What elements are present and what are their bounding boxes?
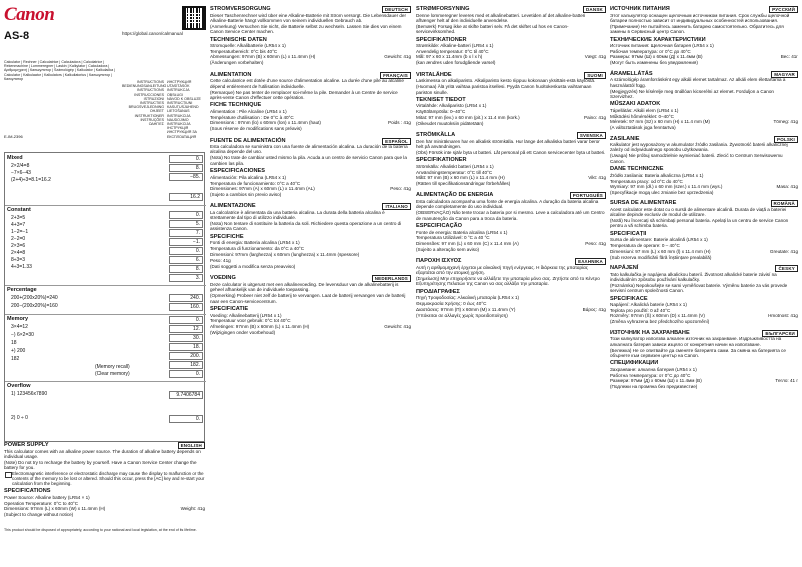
spec-heading: ESPECIFICAÇÃO (416, 223, 462, 230)
mixed-example: (2+4)÷3=8.1=16.2 (11, 177, 51, 183)
language-label: ČESKY (775, 265, 798, 272)
note-text: (Бележка) Не се опитвайте да сменяте батерията сами. За смяна на батерията се обърнете към сервизен център на Canon. (610, 347, 786, 358)
section-heading (4, 442, 205, 448)
weight: Gewicht: 41g (384, 54, 411, 60)
constant-example: 4+3=7 (11, 222, 26, 228)
overflow-example: 1) 123456x7890 (11, 391, 48, 397)
note-text: (Remarque) Ne pas tenter de remplacer soi-même la pile. Demander à un Centre de service après-vente Canon d'effectuer cette opération. (210, 89, 398, 100)
weight: Tömeg: 41g (773, 119, 798, 125)
spec-line: Dimensiones: 97mm (A) x 60mm (L) x 11.4mm (AL) (210, 185, 315, 191)
constant-example: 4÷3=1.33 (11, 264, 32, 270)
spec-heading: ТЕХНИЧЕСКИЕ ХАРАКТЕРИСТИКИ (610, 36, 706, 43)
spec-line: Temperatura di funzionamento: da 0°C a 40°C (210, 246, 305, 252)
spec-line: Afmetingen: 97mm (B) x 60mm (L) x 11.4mm (H) (210, 323, 310, 329)
manual-url[interactable]: https://global.canon/calmanual (122, 31, 183, 36)
language-label: POLSKI (774, 136, 798, 143)
display-readout: 0. (169, 316, 203, 324)
note-text: (OBSERVAÇÃO) Não tente trocar a bateria por si mesmo. Leve a calculadora até um Centro de manutenção da Canon para a troca da bateria. (416, 210, 605, 221)
spec-line: Anvendelig temperatur: 0°C til 40°C (416, 49, 489, 55)
display-readout: −85. (169, 173, 203, 181)
spec-line: Πηγή Τροφοδοσίας: Αλκαλική μπαταρία (LR54 x 1) (416, 295, 520, 301)
divider (5, 314, 206, 315)
spec-line: Sursa de alimentare: Baterie alcalină (LR54 x 1) (610, 237, 708, 243)
spec-line: (Sous réserve de modifications sans préavis) (210, 126, 302, 132)
spec-heading: SPECIFIKATIONER (416, 157, 467, 164)
percentage-example: 200+(200x20%)=240 (11, 295, 58, 301)
paragraph: Cette calculatrice est dotée d'une source d'alimentation alcaline. La durée d'une pile au alcaline dépend entièrement de l'utilisation individuelle. (210, 78, 404, 89)
constant-example: 2×3=6 (11, 243, 26, 249)
spec-line: Operation Temperature: 0°C to 40°C (4, 500, 79, 506)
constant-example: 1−2=−1 (11, 229, 29, 235)
spec-line: (Sujeto a cambios sin previo aviso) (210, 191, 282, 197)
spec-line: Dimensioni: 97mm (larghezza) x 60mm (lunghezza) x 11.4mm (spessore) (210, 252, 360, 258)
spec-line: (Oikeudet muutoksiin pidätetään) (416, 120, 484, 126)
weight: Vægt: 41g (584, 54, 606, 60)
column-4 (610, 4, 798, 390)
instructions-list-right: ИНСТРУКЦИЯ UTASÍTÁSOK INSTRUKCJA OBSŁUGI NÁVOD K OBSLUZE INSTRUCȚIUNI KASUTUSJUHEND LIETOŠANAS INSTRUKCIJA NAUDOJIMO INSTRUKCIJA ІНСТРУКЦІЯ ИНСТРУКЦИЯ ЗА ЕКСПЛОАТАЦИЯ (167, 80, 201, 139)
spec-heading: TECHNISCHE DATEN (210, 36, 267, 43)
paragraph: Този калкулатор използва алкален източник на захранване. Издръжливостта на алкалната батерия зависи изцяло от конкретния начин на използване. (610, 336, 782, 347)
constant-example: 2+3=5 (11, 215, 26, 221)
heading-text: ИСТОЧНИК ПИТАНИЯ (610, 6, 670, 12)
display-readout: 3. (169, 274, 203, 282)
note-text: (Bemærk) Forsøg ikke at skifte batteri selv. Få det skiftet ud hos en Canon-servicevirksomhed. (416, 23, 569, 35)
weight: Greutate: 41g (769, 248, 798, 254)
note-text: (Примечание) Не пытайтесь заменить батарею самостоятельно. Обратитесь для замены в Сервисный центр Canon. (610, 23, 784, 35)
spec-line: Napájení: Alkalická baterie (LR54 x 1) (610, 302, 687, 308)
language-label: ITALIANO (382, 203, 411, 210)
language-label: FRANÇAIS (380, 72, 411, 79)
spec-line: Źródło zasilania: Bateria alkaliczna (LR54 x 1) (610, 172, 704, 178)
heading-text: STROMVERSORGUNG (210, 6, 271, 12)
product-name-list: Calculator | Rechner | Calculatrice | Calculadora | Calcolatrice | Rekenmachine | Lommeregner | Laskin | Kalkylator | Calculadora | Αριθμομηχανή | Калькулятор | Számológép | Kalkulator | Kalkulačka | Calculator | Kalkulaator | Kalkulators | Kalkuliatorius | Калькулятор | Калкулятор (4, 60, 116, 81)
spec-line: Fonte de energia: Bateria alcalina (LR54 x 1) (416, 229, 508, 235)
display-readout: 9.7406784 (169, 391, 203, 399)
spec-heading: DANE TECHNICZNE (610, 166, 664, 173)
language-label: SVENSKA (577, 132, 606, 139)
paragraph: Laskimessa on alkaliparisto. Alkaliparisto kesto riippuu kokonaan yksittäis-estä käytöstä. (416, 78, 596, 84)
weight: Gewicht: 41g (384, 323, 411, 329)
spec-line: Fonti di energia: Batteria alcalina (LR54 x 1) (210, 240, 300, 246)
spec-line: (kan ændres uden forudgående varsel) (416, 60, 496, 66)
spec-line: Power Source: Alkaline battery (LR54 × 1) (4, 494, 90, 500)
spec-heading: ESPECIFICACIONES (210, 168, 266, 175)
heading-text: FUENTE DE ALIMENTACIÓN (210, 137, 286, 144)
spec-line: Размеры: 97мм (Ш) x 60мм (Д) x 11.4мм (В) (610, 54, 703, 60)
spec-line: (Подлежи на промяна без предизвестие) (610, 384, 698, 390)
divider (5, 285, 206, 286)
paragraph: Esta calculadora se suministra con una fuente de alimentación alcalina. La duración de la batería alcalina depende del uso. (210, 144, 408, 155)
display-readout: 0. (169, 247, 203, 255)
spec-line: (Änderungen vorbehalten) (210, 60, 264, 66)
spec-line: Rozměry: 97mm (Š) x 60mm (D) x 11.4mm (V) (610, 313, 705, 319)
display-readout: 8. (169, 265, 203, 273)
language-label: SUOMI (584, 72, 606, 79)
display-readout: 8. (169, 164, 203, 172)
heading-text: NAPÁJENÍ (610, 265, 639, 271)
memory-example: +) 200 (11, 348, 26, 354)
note-text: (Nota) Non tentare di sostituire la batteria da soli. Richiedere questa operazione a un centro di assistenza Canon. (210, 221, 402, 232)
spec-line: Strømkilde: Alkaline-batteri (LR54 x 1) (416, 43, 494, 49)
czech-section (610, 265, 798, 325)
paragraph: Kalkulator jest wyposażony w akumulator źródło zasilania. Żywotność baterii alkalicznej zależy od indywidualnego sposobu użytkowania. (610, 142, 788, 153)
weight: Вес: 41г (780, 54, 798, 60)
heading-text: ALIMENTAÇÃO DE ENERGIA (416, 192, 494, 199)
display-readout: 240. (169, 294, 203, 302)
note-text: (Megjegyzés) Ne kísérelje meg önállóan kicserélni az elemet. Forduljon a Canon Szervizhez. (610, 88, 774, 99)
spec-line: Température d'utilisation : De 0°C à 40°C (210, 114, 294, 120)
canon-logo: Canon (4, 4, 55, 25)
italian-section (210, 203, 411, 269)
danish-section (416, 6, 606, 66)
divider (5, 381, 206, 382)
heading-text: STRÖMKÄLLA (416, 132, 456, 139)
calculation-examples (4, 152, 205, 442)
spec-heading: SPECIFICATIE (210, 306, 249, 313)
spec-line: Virtalähde: Alkaliparisto (LR54 x 1) (416, 103, 487, 109)
clear-memory-note: (Clear memory) (95, 371, 130, 377)
spec-line: Användningstemperatur: 0°C till 40°C (416, 169, 493, 175)
dutch-section (210, 275, 411, 335)
note-text: (Poznámka) Nepokoušejte se sami vyměňovat baterie. Výměnu baterie za vás provede servisní centrum společnosti Canon. (610, 282, 788, 294)
memory-example: 182 (11, 356, 20, 362)
heading-text: VIRTALÄHDE (416, 71, 452, 78)
hungarian-section (610, 71, 798, 131)
note-text: (Huomaa) Älä yritä vaihtaa paristoa itsellesi. Pyydä Canon huoltokeskusta vaihtamaan pariston sinulle. (416, 84, 592, 95)
paragraph: Denne lommeregner leveres med et alkalinebatteri. Levetiden af det alkaline-batteri afhænger helt af den individuelle anvendelse. (416, 12, 586, 23)
heading-text: ΠΑΡΟΧΗ ΙΣΧΥΟΣ (416, 258, 462, 265)
spec-heading: TEKNISET TIEDOT (416, 96, 466, 103)
note-text: (Notă) Nu încercați să schimbați personal bateria. Apelați la un centru de service Canon pentru a vă schimba bateria. (610, 218, 789, 229)
display-readout: 6. (169, 256, 203, 264)
language-label: DANSK (583, 6, 606, 13)
spec-line: Alimentation : Pile Alcaline (LR54 x 1) (210, 108, 287, 114)
column-3 (416, 4, 606, 318)
memory-recall-note: (Memory recall) (95, 364, 130, 370)
spec-line: (Změna vyhrazena bez předchozího upozornění) (610, 319, 710, 325)
spec-line: Temperatura de operare: 0 – 40°C (610, 243, 680, 249)
spec-row (4, 506, 205, 511)
spec-line: (Rätten till specifikationsändringar förbehålles) (416, 181, 511, 187)
portuguese-section (416, 192, 606, 252)
heading-text: ИЗТОЧНИК НА ЗАХРАНВАНЕ (610, 329, 690, 336)
mixed-example: 2×2/4=8 (11, 163, 30, 169)
display-readout: 0. (169, 155, 203, 163)
weight: Vikt: 41g (588, 175, 606, 181)
heading-text: SURSA DE ALIMENTARE (610, 200, 677, 207)
spec-heading: MŰSZAKI ADATOK (610, 101, 661, 108)
polish-section (610, 136, 798, 196)
spec-heading: SPECIFIKACE (610, 295, 648, 302)
display-readout: 0. (169, 211, 203, 219)
memory-example: 18 (11, 340, 17, 346)
paragraph: La calcolatrice è alimentata da una batteria alcalina. La durata della batteria alcalina è strettamente dal tipo di utilizzo individuale. (210, 209, 385, 221)
language-label: ROMÂNĂ (771, 200, 798, 207)
paragraph: A számológép áramforrásként egy alkáli elemet tartalmaz. Az alkáli elem élettartama a használattól függ. (610, 77, 786, 88)
heading-text: ZASILANIE (610, 135, 640, 142)
instructions-list-left: INSTRUCTIONS BEDIENUNGSANLEITUNG INSTRUCTIONS INSTRUCCIONES ISTRUZIONI INSTRUCTIES BRUGSVEJLEDNING OHJEET INSTRUKTIONER INSTRUÇÕES ΟΔΗΓΙΕΣ (122, 80, 167, 127)
spec-heading: SPECIFICAȚII (610, 230, 647, 237)
constant-example: 2×4=8 (11, 250, 26, 256)
paragraph: This calculator comes with an alkaline power source. The duration of alkaline battery depends on individual usage. (4, 448, 201, 459)
spec-line: Mått: 97 mm (B) x 60 mm (L) x 11.4 mm (H) (416, 175, 505, 181)
bulgarian-section (610, 330, 798, 390)
constant-example: 8÷3=3 (11, 257, 26, 263)
spec-line: Tápellátás: Alkáli elem (LR54 x 1) (610, 107, 679, 113)
spec-line: (A változtatások joga fenntartva) (610, 125, 676, 131)
spec-heading: ΠΡΟΔΙΑΓΡΑΦΕΣ (416, 288, 460, 295)
spec-line: Temperatura de funcionamiento: 0°C a 40°C (210, 180, 301, 186)
spec-heading: СПЕЦИФИКАЦИИ (610, 360, 659, 367)
display-readout: 0. (169, 370, 203, 378)
language-label: ESPAÑOL (382, 138, 411, 145)
language-label: БЪЛГАРСКИ (762, 330, 798, 337)
spec-line: Dimensiuni: 97 mm (L) x 60 mm (l) x 11.4 mm (H) (610, 248, 711, 254)
weight: Peso: 41g (390, 185, 411, 191)
spec-line: Захранване: алкална батерия (LR54 x 1) (610, 366, 697, 372)
spec-line: Διαστάσεις: 97mm (Π) x 60mm (Μ) x 11.4mm (Υ) (416, 306, 516, 312)
heading-text: VOEDING (210, 275, 236, 282)
spec-line: Источник питания: Щелочная батарея (LR54 x 1) (610, 43, 714, 49)
spec-heading: FICHE TECHNIQUE (210, 102, 262, 109)
spec-line: Размери: 97мм (Д) x 60мм (Ш) x 11.4мм (В) (610, 378, 702, 384)
spec-line: Méretek: 97 mm (Sz) x 60 mm (H) x 11.4 mm (M) (610, 119, 710, 125)
spec-line: Рабочая температура: от 0°C до 40°C (610, 49, 691, 55)
overflow-heading: Overflow (7, 383, 31, 389)
romanian-section (610, 200, 798, 260)
paragraph: Dieser Taschenrechner wird über eine Alkaline-Batterie mit Strom versorgt. Die Lebensdauer der Alkaline-Batterie hängt vollkommen von seinem individuellen Gebrauch ab. (210, 12, 407, 23)
paragraph: Этот калькулятор оснащен щелочным источником питания. Срок службы щелочной батареи полностью зависит от индивидуальных особенностей использования. (610, 12, 790, 23)
language-label: NEDERLANDS (372, 275, 411, 282)
spanish-section (210, 138, 411, 198)
weight: Poids : 41g (388, 120, 411, 126)
spec-heading: SPECIFICHE (210, 233, 244, 240)
heading-text: ALIMENTATION (210, 71, 252, 78)
constant-heading: Constant (7, 207, 31, 213)
note-text: (Anmerkung) Versuchen Sie nicht, die Batterie selbst zu wechseln. Lassen Sie dies von einem Canon Service Center machen. (210, 23, 402, 35)
spec-line: Peso: 41g (210, 258, 231, 264)
language-label: РУССКИЙ (769, 6, 798, 13)
display-readout: 5. (169, 220, 203, 228)
spec-line: Stromquelle: Alkalibatterie (LR54 x 1) (210, 43, 286, 49)
model-name: AS-8 (4, 30, 30, 42)
spec-line: Temperaturbereich: 0°C bis 40°C (210, 49, 278, 55)
mixed-example: −7×6−43 (11, 170, 31, 176)
document-code: E-IM-2396 (4, 134, 23, 139)
spec-line: Teplota pro použití: 0 až 40°C (610, 308, 671, 314)
spec-line: Dimensions : 97mm (lo) x 60mm (lon) x 11.4mm (haut) (210, 120, 321, 126)
display-readout: 0. (169, 415, 203, 423)
spec-line: Θερμοκρασία Χρήσης: 0 έως 40°C (416, 301, 487, 307)
spec-line: (Wijzigingen onder voorbehoud) (210, 329, 276, 335)
column-2 (210, 4, 411, 335)
percentage-heading: Percentage (7, 287, 37, 293)
heading-text: ÁRAMELLÁTÁS (610, 70, 653, 77)
language-label: ΕΛΛΗΝΙΚΑ (575, 258, 606, 265)
finnish-section (416, 72, 606, 126)
language-label: MAGYAR (771, 71, 798, 78)
weight: Hmotnost: 41g (768, 313, 798, 319)
note-text: (Note) Do not try to recharge the battery by yourself. Have a Canon Service Center change the battery for you. (4, 459, 197, 471)
spec-line: (Υπόκειται σε αλλαγές χωρίς προειδοποίηση) (416, 312, 508, 318)
paragraph: Αυτή η αριθμομηχανή έρχεται με αλκαλική πηγή ενέργειας. Η διάρκεια της μπαταρίας εξαρτάται από την ατομική χρήση. (416, 264, 589, 276)
language-label: PORTUGUÊS (570, 192, 606, 199)
display-readout: −1. (169, 238, 203, 246)
spec-line: Mitat: 97 mm (lev.) x 60 mm (pit.) x 11.4 mm (kork.) (416, 114, 520, 120)
percentage-example: 200−(200x20%)=160 (11, 303, 58, 309)
russian-section (610, 6, 798, 66)
spec-line: (Sub rezerva modificării fără înștiințare prealabilă) (610, 254, 712, 260)
spec-line: Voeding: Alkalinebatterij (LR54 x 1) (210, 312, 282, 318)
memory-example: 3×4=12 (11, 324, 28, 330)
paragraph: Den här miniräknaren har en alkalisk strömkälla. Hur länge det alkaliska batteri varar beror helt på användningen. (416, 138, 600, 149)
divider (5, 205, 206, 206)
spec-line: (Dati soggetti a modifica senza preavviso) (210, 264, 296, 269)
constant-example: 2−2=0 (11, 236, 26, 242)
spec-line: Temperatuur voor gebruik: 0°C tot 40°C (210, 318, 291, 324)
spec-heading: SPECIFICATIONS (4, 488, 51, 495)
french-section (210, 72, 411, 132)
spec-line: Alimentación: Pila alcalina (LR54 x 1) (210, 174, 287, 180)
mixed-heading: Mixed (7, 155, 23, 161)
display-readout: 160. (169, 303, 203, 311)
spec-line: Működési hőmérséklet: 0–40°C (610, 113, 674, 119)
spec-line: Wymiary: 97 mm (dł.) x 60 mm (szer.) x 11.4 mm (wys.) (610, 183, 723, 189)
note-text: (Obs) Försök inte själv byta ut batteri. Låt personal på ett Canon servicecenter byta ut batteri. (416, 149, 606, 155)
display-readout: 16.2 (169, 193, 203, 201)
paragraph: Acest calculator este dotat cu o sursă de alimentare alcalină. Durata de viață a bateriei alcaline depinde exclusiv de modul de utilizare. (610, 206, 787, 218)
spec-line: Dimensions: 97mm (L) x 60mm (W) x 11.4mm (H) (4, 506, 106, 512)
language-label: DEUTSCH (382, 6, 411, 13)
weight: Masa: 41g (776, 183, 798, 189)
spec-line: Dimensões: 97 mm (L) x 60 mm (C) x 11.4 mm (A) (416, 240, 519, 246)
spec-line: Temperatura pracy: od 0°C do 40°C (610, 178, 683, 184)
spec-line: Mål: 97 x 60 x 11.4mm (b x l x h) (416, 54, 483, 60)
note-text: (Σημείωση) Μην επιχειρήσετε να αλλάξετε την μπαταρία μόνο σας. Ζητήστε από το Κέντρο Εξυπηρέτησης Πελατών της Canon να σας αλλάξει την μπαταρία. (416, 276, 600, 287)
spec-line: (Могут быть изменены без уведомления) (610, 60, 698, 66)
spec-line: Strömkälla: Alkaliskt batteri (LR54 x 1) (416, 163, 494, 169)
qr-code-icon (182, 6, 206, 30)
spec-line: Работна температура: от 0°C до 40°C (610, 372, 691, 378)
spec-line: Abmessungen: 97mm (B) x 60mm (L) x 11.4mm (H) (210, 54, 316, 60)
column-1 (4, 4, 205, 563)
weight: Paino: 41g (584, 114, 606, 120)
spec-line: Temperatura Utilizável: 0 °C a 40 °C (416, 235, 490, 241)
display-readout: 7. (169, 229, 203, 237)
spec-line: Käyttölämpötila: 0–40°C (416, 109, 466, 115)
heading-text: POWER SUPPLY (4, 442, 49, 448)
weight: Weight: 41g (180, 506, 205, 512)
interference-note: Electromagnetic interference or electrostatic discharge may cause the display to malfunction or the contents of the memory to be lost or altered. Should this occur, press the [AC] key and re-start your calculation from the beginning. (4, 471, 205, 487)
language-label: ENGLISH (178, 442, 205, 449)
note-text: (Opmerking) Probeer niet zelf de batterij te vervangen. Laat de batterij vervangen van de batterij naar een Canon-servicecentrum. (210, 293, 406, 304)
overflow-example: 2) 0 ÷ 0 (11, 415, 28, 421)
memory-example: −) 6×2=30 (11, 332, 34, 338)
spec-line: (Specyfikacje mogą ulec zmianie bez uprzedzenia) (610, 189, 714, 195)
swedish-section (416, 132, 606, 186)
weight: Peso: 41g (585, 240, 606, 246)
display-readout: 30. (169, 334, 203, 342)
heading-text: ALIMENTAZIONE (210, 203, 256, 210)
disposal-footer: This product should be disposed of appropriately, according to your national and local legislation, at the end of its lifetime. (4, 528, 197, 532)
display-readout: 200. (169, 352, 203, 360)
display-readout: 12. (169, 325, 203, 333)
display-readout: 18. (169, 343, 203, 351)
display-readout: 182. (169, 361, 203, 369)
weight: Βάρος: 41g (582, 306, 606, 312)
paragraph: Deze calculator is uitgerust met een alkalinevoeding. De levensduur van de alkalinebatterij is geheel afhankelijk van de individuele toepassing. (210, 281, 399, 293)
paragraph: Esta calculadora acompanha uma fonte de energia alcalina. A duração da bateria alcalina depende completamente do uso individual. (416, 198, 599, 210)
spec-line: (Subject to change without notice) (4, 511, 74, 517)
spec-heading: SPECIFIKATIONER (416, 36, 467, 43)
paragraph: Tato kalkulačka je napájena alkalickou baterií. Životnost alkalické baterie závisí na individuálním způsobu používání kalkulačky. (610, 271, 777, 282)
german-section (210, 6, 411, 66)
note-text: (Uwaga) Nie próbuj samodzielnie wymieniać baterii. Zlecić to Centrum Serwisowemu Canon. (610, 153, 783, 164)
greek-section (416, 258, 606, 318)
heading-text: STRØMFORSYNING (416, 6, 470, 12)
spec-line: (Sujeito a alteração sem aviso) (416, 246, 480, 252)
english-section (4, 440, 205, 517)
weight: Тегло: 41 г (775, 378, 798, 384)
note-text: (Nota) No trate de cambiar usted mismo la pila. Acuda a un centro de servicio Canon para que la cambien las pila. (210, 155, 407, 166)
memory-heading: Memory (7, 316, 29, 322)
